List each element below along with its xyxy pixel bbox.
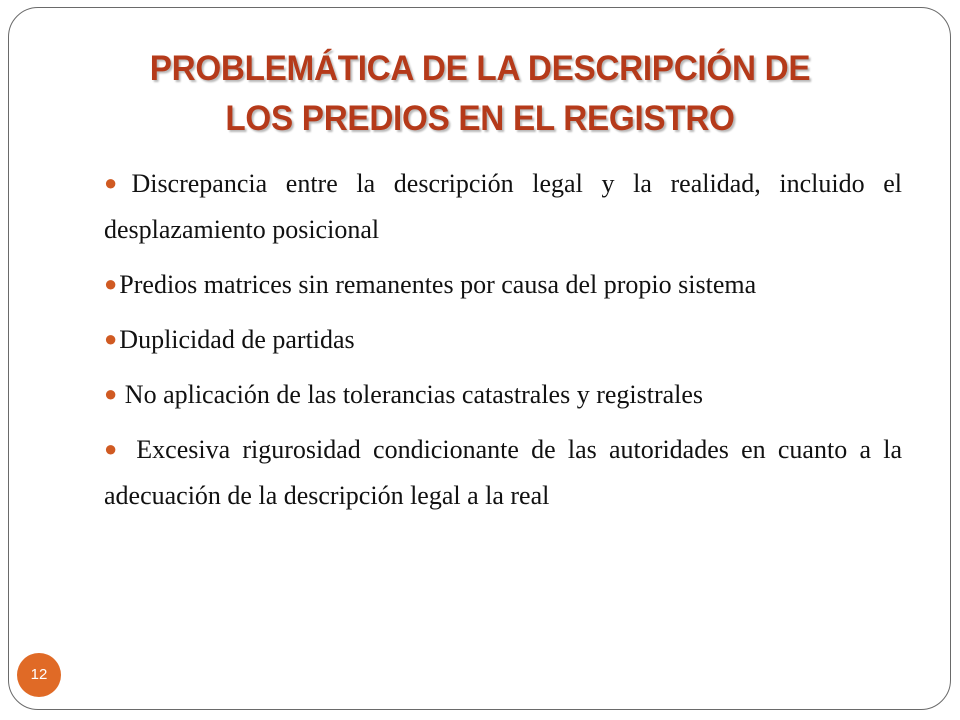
title-line-2: LOS PREDIOS EN EL REGISTRO bbox=[225, 99, 735, 138]
bullet-icon: ● bbox=[104, 436, 135, 461]
title-line-1: PROBLEMÁTICA DE LA DESCRIPCIÓN DE bbox=[149, 49, 811, 88]
bullet-item bbox=[104, 316, 902, 363]
bullet-text: Discrepancia entre la descripción legal y la realidad, incluido el desplazamiento posicional bbox=[104, 169, 902, 244]
bullet-text: No aplicación de las tolerancias catastrales y registrales bbox=[124, 380, 704, 409]
page-number-badge: 12 bbox=[17, 653, 61, 697]
bullet-list bbox=[104, 160, 902, 527]
bullet-icon: ● bbox=[104, 326, 118, 351]
bullet-item bbox=[104, 160, 902, 253]
bullet-text: Duplicidad de partidas bbox=[119, 325, 355, 354]
bullet-text: Excesiva rigurosidad condicionante de las autoridades en cuanto a la adecuación de la descripción legal a la real bbox=[104, 435, 902, 510]
bullet-item bbox=[104, 426, 902, 519]
bullet-item bbox=[104, 371, 902, 418]
bullet-text: Predios matrices sin remanentes por causa del propio sistema bbox=[119, 270, 757, 299]
bullet-item bbox=[104, 261, 902, 308]
bullet-icon: ● bbox=[104, 271, 118, 296]
bullet-icon: ● bbox=[104, 381, 123, 406]
slide-title bbox=[119, 44, 841, 144]
bullet-icon: ● bbox=[104, 170, 130, 195]
